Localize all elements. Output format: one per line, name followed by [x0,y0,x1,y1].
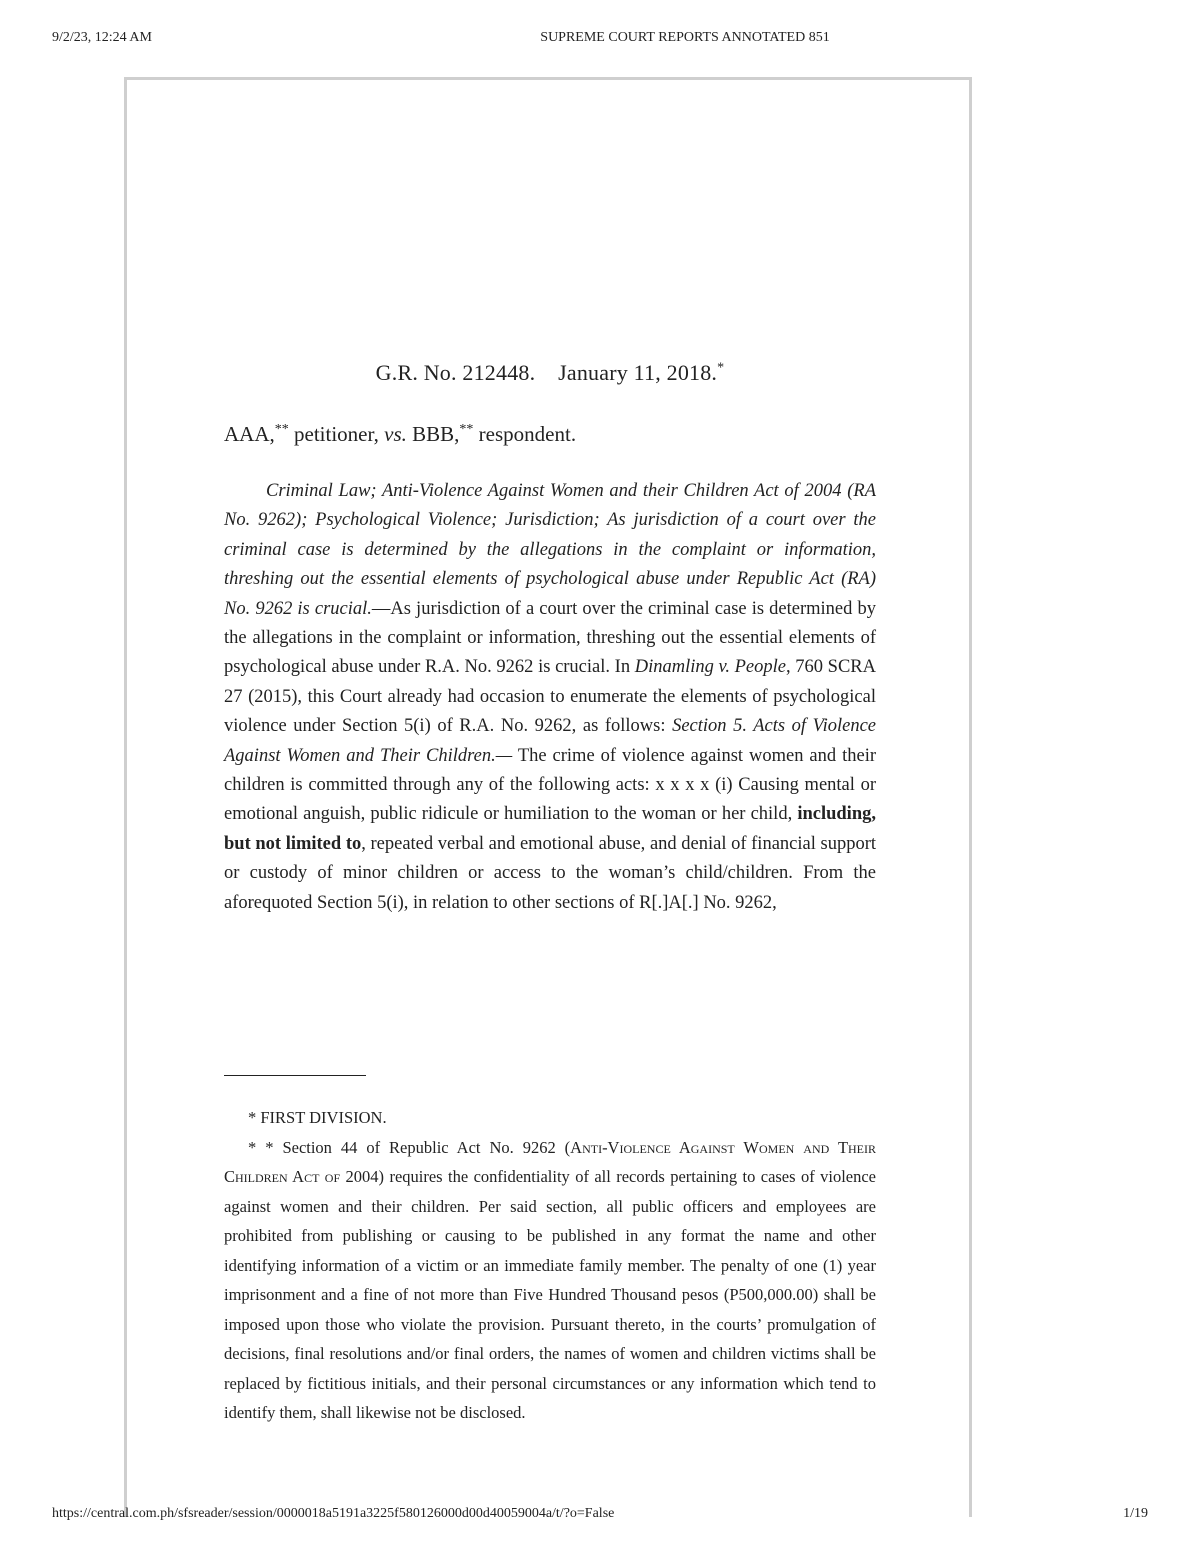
footnote-1-text: FIRST DIVISION. [260,1108,387,1127]
footnote-1 [224,1103,876,1133]
gr-number: G.R. No. 212448. [375,360,536,385]
syllabus-paragraph [224,477,876,918]
footnote-2-year: 2004) [340,1167,385,1186]
respondent-role: respondent. [478,422,577,446]
petitioner-name: AAA, [224,422,275,446]
date-footnote-mark: * [717,360,725,376]
footnote-2-mark: * * [248,1137,274,1157]
cited-case: Dinamling v. People [634,657,786,678]
document-body [224,360,876,918]
footnote-2-text: requires the confidentiality of all records pertaining to cases of violence against women and their children. Per said section, all public officers and employees are prohibited from publishing or causing to be published in any format the name and other identifying information of a victim or an immediate family member. The penalty of one (1) year imprisonment and a fine of not more than Five Hundred Thousand pesos (P500,000.00) shall be imposed upon those who violate the provision. Pursuant thereto, in the courts’ promulgation of decisions, final resolutions and/or final orders, the names of women and children victims shall be replaced by fictitious initials, and their personal circumstances or any information which tend to identify them, shall likewise not be disclosed. [224,1167,876,1422]
emphasis-phrase: including, but not limited to [224,804,876,854]
print-header-datetime: 9/2/23, 12:24 AM [52,30,152,45]
respondent-footnote-mark: ** [459,422,474,437]
syllabus-dash: — [371,598,391,619]
print-footer-page-number: 1/19 [1123,1506,1148,1521]
petitioner-footnote-mark: ** [274,422,289,437]
footnote-1-mark: * [248,1108,257,1127]
syllabus-text-3: The crime of violence against women and their children is committed through any of the following acts: x x x x (i) Causing mental or emotional anguish, public ridicule or humiliation to the woman or her child, [224,745,876,825]
footnote-2-pre: Section 44 of Republic Act No. 9262 ( [282,1137,571,1157]
syllabus-text-1: As jurisdiction of a court over the criminal case is determined by the allegations in the complaint or information, threshing out the essential elements of psychological abuse under R.A. No. 9262 is crucial. In [224,598,876,678]
footnote-divider [224,1075,366,1076]
case-parties [224,422,876,447]
case-title [224,360,876,386]
syllabus-text-2: , 760 SCRA 27 (2015), this Court already had occasion to enumerate the elements of psychological violence under Section 5(i) of R.A. No. 9262, as follows: [224,657,877,737]
decision-date: January 11, 2018. [558,360,718,385]
print-footer-url: https://central.com.ph/sfsreader/session/0000018a5191a3225f580126000d00d40059004a/t/?o=False [52,1506,615,1521]
footnote-2 [224,1133,876,1428]
syllabus-headnote: Criminal Law; Anti-Violence Against Women and their Children Act of 2004 (RA No. 9262); Psychological Violence; Jurisdiction; As jurisdiction of a court over the criminal case is determined by the allegations in the complaint or information, threshing out the essential elements of psychological abuse under Republic Act (RA) No. 9262 is crucial. [224,481,876,619]
versus: vs. [384,422,407,446]
syllabus-text-4: , repeated verbal and emotional abuse, and denial of financial support or custody of minor children or access to the woman’s child/children. From the aforequoted Section 5(i), in relation to other sections of R[.]A[.] No. 9262, [224,833,876,913]
section-heading: Section 5. Acts of Violence Against Women and Their Children.— [224,716,876,766]
footnotes [224,1103,876,1428]
print-header-title: SUPREME COURT REPORTS ANNOTATED 851 [540,30,830,45]
petitioner-role: petitioner, [294,422,379,446]
footnote-2-act-name: Anti-Violence Against Women and Their Children Act of [224,1137,877,1186]
respondent-name: BBB, [412,422,460,446]
